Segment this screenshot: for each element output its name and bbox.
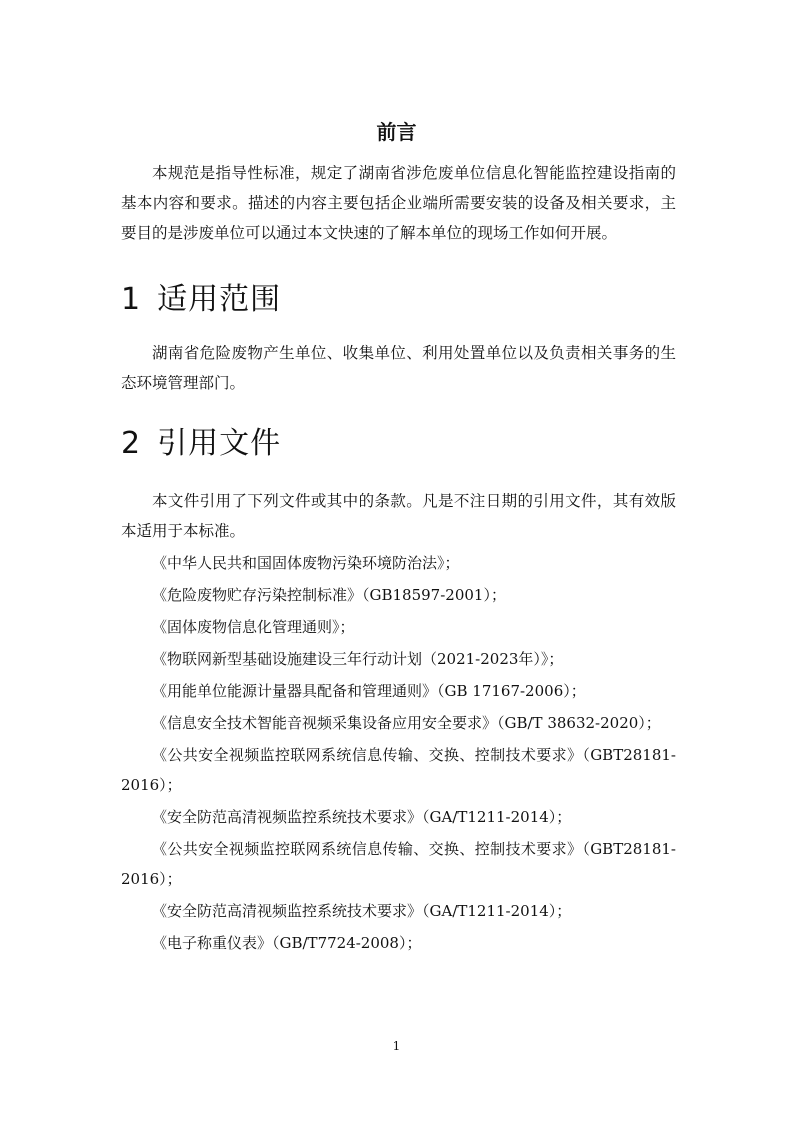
section-title: 引用文件 — [157, 426, 282, 461]
reference-item: 《公共安全视频监控联网系统信息传输、交换、控制技术要求》（GBT28181-2016）； — [121, 840, 676, 888]
reference-item: 《信息安全技术智能音视频采集设备应用安全要求》（GB/T 38632-2020）； — [152, 714, 661, 732]
section2-paragraph: 本文件引用了下列文件或其中的条款。凡是不注日期的引用文件，其有效版本适用于本标准。 — [121, 492, 676, 540]
reference-item: 《危险废物贮存污染控制标准》（GB18597-2001）； — [152, 586, 506, 604]
reference-item: 《中华人民共和国固体废物污染环境防治法》； — [152, 554, 460, 572]
reference-item: 《用能单位能源计量器具配备和管理通则》（GB 17167-2006）； — [152, 682, 586, 700]
reference-item: 《安全防范高清视频监控系统技术要求》（GA/T1211-2014）； — [152, 902, 572, 920]
section-title: 适用范围 — [157, 282, 282, 317]
section-heading-2 — [121, 424, 281, 464]
reference-item: 《公共安全视频监控联网系统信息传输、交换、控制技术要求》（GBT28181-2016）； — [121, 746, 676, 794]
reference-item: 《安全防范高清视频监控系统技术要求》（GA/T1211-2014）； — [152, 808, 572, 826]
preface-title: 前言 — [376, 120, 417, 144]
reference-item: 《物联网新型基础设施建设三年行动计划（2021-2023年）》； — [152, 650, 564, 668]
section1-paragraph: 湖南省危险废物产生单位、收集单位、利用处置单位以及负责相关事务的生态环境管理部门。 — [121, 344, 676, 392]
preface-paragraph: 本规范是指导性标准，规定了湖南省涉危废单位信息化智能监控建设指南的基本内容和要求。描述的内容主要包括企业端所需要安装的设备及相关要求，主要目的是涉废单位可以通过本文快速的了解本单位的现场工作如何开展。 — [121, 164, 676, 242]
section-number: 1 — [121, 282, 142, 317]
section-number: 2 — [121, 426, 142, 461]
reference-item: 《电子称重仪表》（GB/T7724-2008）； — [152, 934, 422, 952]
page-number: 1 — [392, 1039, 401, 1053]
reference-item: 《固体废物信息化管理通则》； — [152, 618, 355, 636]
section-heading-1 — [121, 280, 281, 320]
